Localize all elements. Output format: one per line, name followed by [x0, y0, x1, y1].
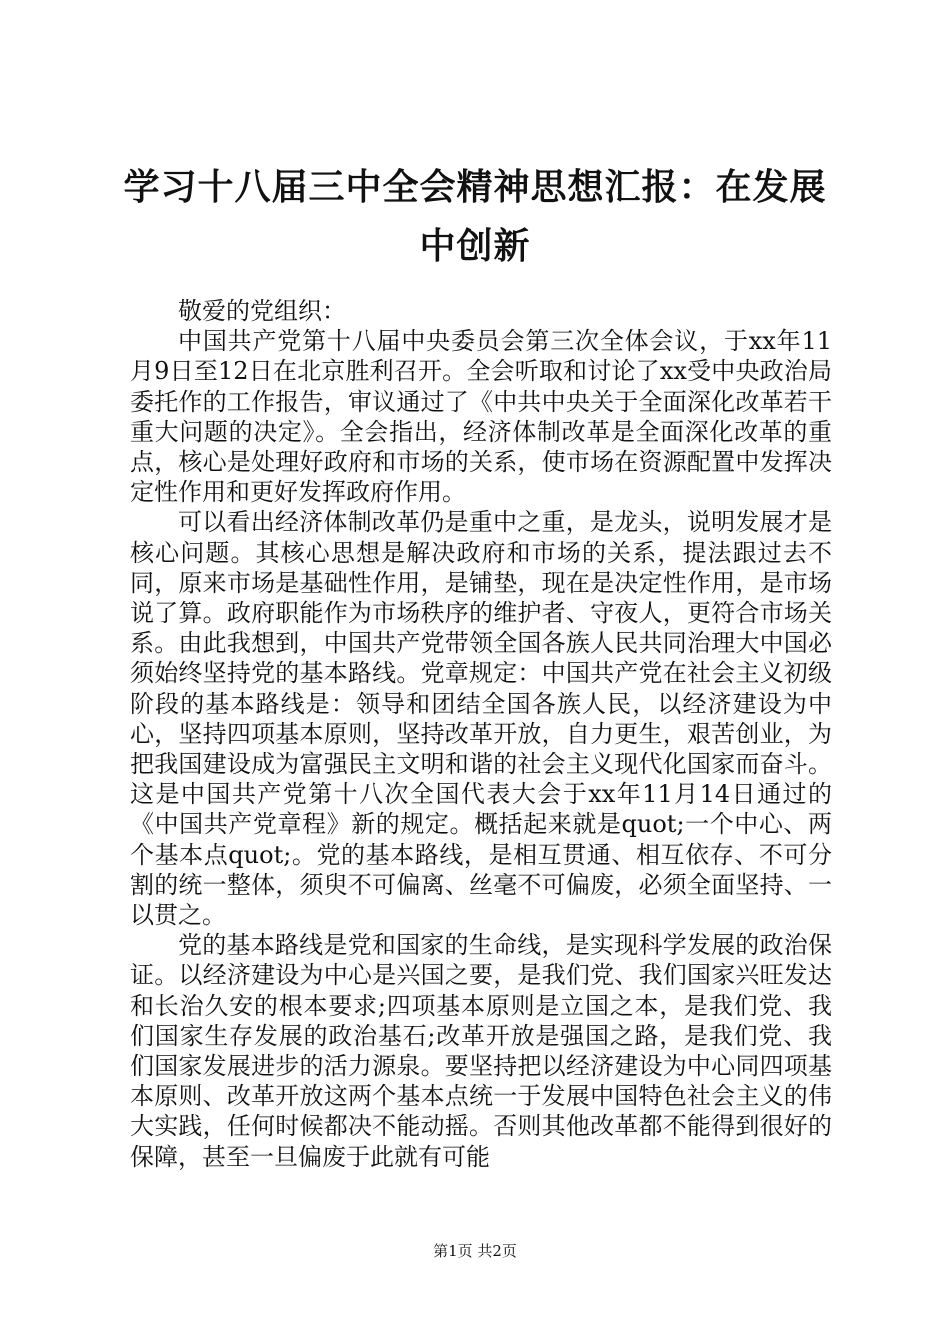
document-title: 学习十八届三中全会精神思想汇报：在发展中创新 [123, 167, 827, 267]
salutation: 敬爱的党组织： [178, 297, 346, 325]
paragraph: 中国共产党第十八届中央委员会第三次全体会议，于xx年11月9日至12日在北京胜利召开。全会听取和讨论了xx受中央政治局委托作的工作报告，审议通过了《中共中央关于全面深化改革若干重大问题的决定》。全会指出，经济体制改革是全面深化改革的重点，核心是处理好政府和市场的关系，使市场在资源配置中发挥决定性作用和更好发挥政府作用。 [130, 327, 832, 507]
page-number-footer: 第1页 共2页 [433, 1242, 517, 1260]
paragraph: 可以看出经济体制改革仍是重中之重，是龙头，说明发展才是核心问题。其核心思想是解决政府和市场的关系，提法跟过去不同，原来市场是基础性作用，是铺垫，现在是决定性作用，是市场说了算。政府职能作为市场秩序的维护者、守夜人，更符合市场关系。由此我想到，中国共产党带领全国各族人民共同治理大中国必须始终坚持党的基本路线。党章规定：中国共产党在社会主义初级阶段的基本路线是：领导和团结全国各族人民，以经济建设为中心，坚持四项基本原则，坚持改革开放，自力更生，艰苦创业，为把我国建设成为富强民主文明和谐的社会主义现代化国家而奋斗。这是中国共产党第十八次全国代表大会于xx年11月14日通过的《中国共产党章程》新的规定。概括起来就是quot;一个中心、两个基本点quot;。党的基本路线，是相互贯通、相互依存、不可分割的统一整体，须臾不可偏离、丝毫不可偏废，必须全面坚持、一以贯之。 [130, 508, 832, 930]
paragraph: 党的基本路线是党和国家的生命线，是实现科学发展的政治保证。以经济建设为中心是兴国之要，是我们党、我们国家兴旺发达和长治久安的根本要求;四项基本原则是立国之本，是我们党、我们国家生存发展的政治基石;改革开放是强国之路，是我们党、我们国家发展进步的活力源泉。要坚持把以经济建设为中心同四项基本原则、改革开放这两个基本点统一于发展中国特色社会主义的伟大实践，任何时候都决不能动摇。否则其他改革都不能得到很好的保障，甚至一旦偏废于此就有可能 [130, 931, 832, 1171]
document-body [130, 296, 832, 1172]
